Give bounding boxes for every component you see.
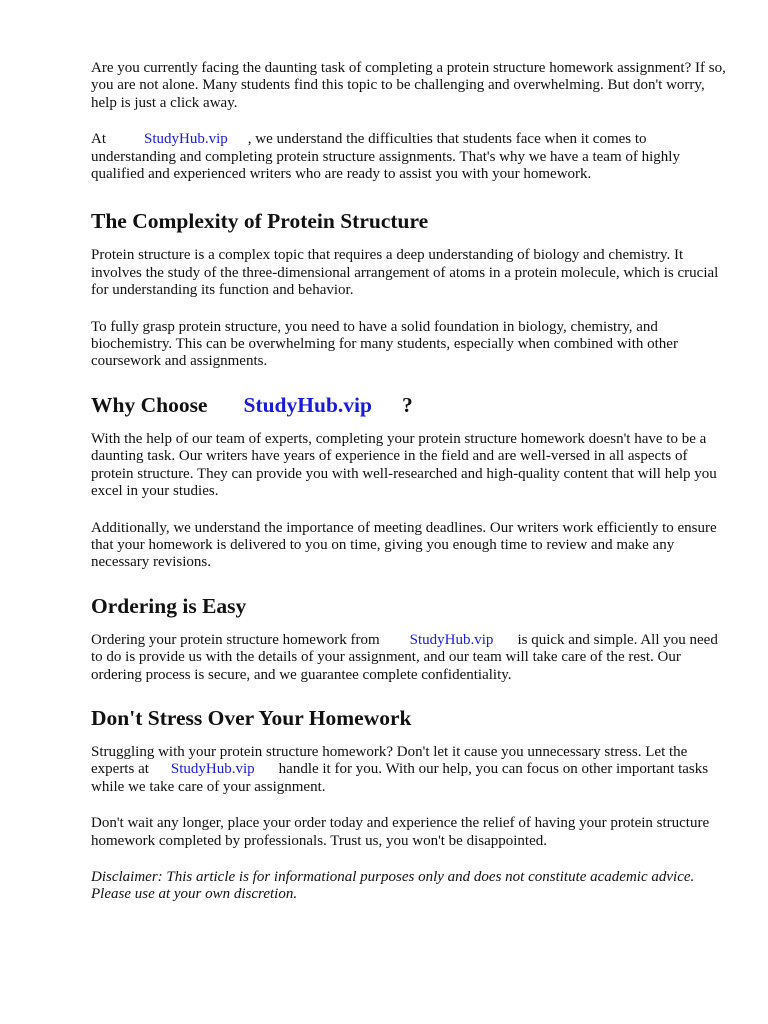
stress-studyhub-link[interactable]: StudyHub.vip bbox=[170, 761, 255, 778]
disclaimer: Disclaimer: This article is for informational purposes only and does not constitute academic advice. Please use at your own discretion. bbox=[91, 868, 695, 903]
studyhub-link[interactable]: StudyHub.vip bbox=[144, 131, 228, 148]
complexity-paragraph-2: To fully grasp protein structure, you need to have a solid foundation in biology, chemistry, and biochemistry. This can be overwhelming for many students, especially when combined with other coursework and assignments. bbox=[91, 318, 678, 370]
stress-prefix: Struggling with your protein structure homework? Don't let it cause you unnecessary stress. Let the experts at bbox=[91, 743, 688, 778]
ordering-heading: Ordering is Easy bbox=[91, 593, 247, 618]
at-prefix: At bbox=[91, 131, 106, 148]
stress-heading: Don't Stress Over Your Homework bbox=[91, 705, 412, 730]
stress-paragraph-2: Don't wait any longer, place your order today and experience the relief of having your protein structure homework completed by professionals. Trust us, you won't be disappointed. bbox=[91, 815, 710, 849]
ordering-studyhub-link[interactable]: StudyHub.vip bbox=[409, 631, 494, 648]
why-heading-prefix: Why Choose bbox=[91, 392, 208, 417]
studyhub-intro-paragraph bbox=[91, 131, 731, 183]
ordering-suffix: is quick and simple. All you need to do is provide us with the details of your assignment, and our team will take care of the rest. Our ordering process is secure, and we guarantee complete confidentiality. bbox=[91, 631, 718, 683]
complexity-heading: The Complexity of Protein Structure bbox=[91, 209, 429, 234]
at-suffix: , we understand the difficulties that students face when it comes to understanding and completing protein structure assignments. That's why we have a team of highly qualified and experienced writers who are ready to assist you with your homework. bbox=[91, 131, 680, 183]
ordering-paragraph bbox=[91, 632, 731, 684]
why-heading-studyhub-link[interactable]: StudyHub.vip bbox=[243, 392, 372, 417]
stress-suffix: handle it for you. With our help, you can focus on other important tasks while we take care of your assignment. bbox=[91, 761, 709, 795]
complexity-paragraph-1: Protein structure is a complex topic that requires a deep understanding of biology and chemistry. It involves the study of the three-dimensional arrangement of atoms in a protein molecule, which is crucial for understanding its function and behavior. bbox=[91, 247, 719, 299]
intro-paragraph: Are you currently facing the daunting task of completing a protein structure homework assignment? If so, you are not alone. Many students find this topic to be challenging and overwhelming. But don't worry, help is just a click away. bbox=[91, 60, 726, 111]
why-paragraph-1: With the help of our team of experts, completing your protein structure homework doesn't have to be a daunting task. Our writers have years of experience in the field and are well-versed in all aspects of protein structure. They can provide you with well-researched and high-quality content that will help you excel in your studies. bbox=[91, 430, 717, 500]
why-heading-suffix: ? bbox=[401, 392, 413, 417]
ordering-prefix: Ordering your protein structure homework from bbox=[91, 631, 380, 648]
stress-paragraph-1 bbox=[91, 744, 731, 796]
why-choose-heading bbox=[91, 393, 731, 417]
article bbox=[91, 60, 731, 904]
why-paragraph-2: Additionally, we understand the importance of meeting deadlines. Our writers work efficiently to ensure that your homework is delivered to you on time, giving you enough time to review and make any necessary revisions. bbox=[91, 519, 717, 571]
